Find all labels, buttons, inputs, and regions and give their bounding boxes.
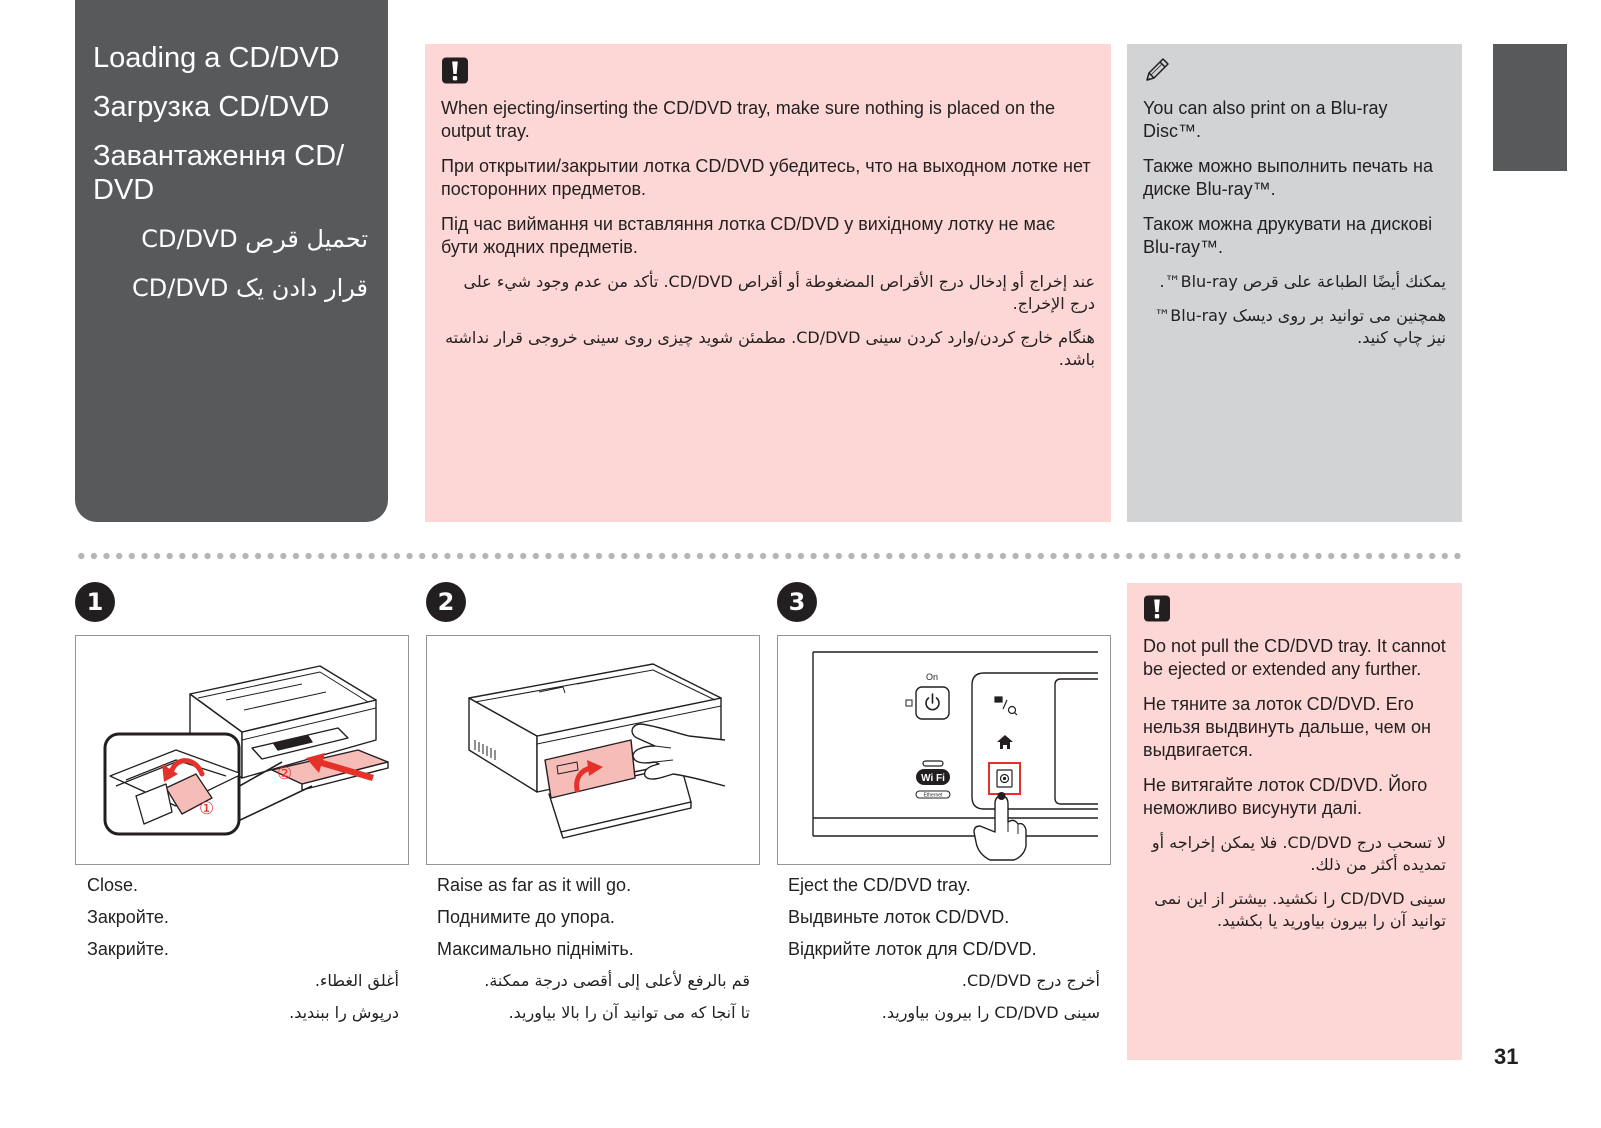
step3-caption-ar: أخرج درج CD/DVD. [961, 971, 1100, 990]
step-number-3: 3 [777, 582, 817, 622]
section-tab [1493, 44, 1567, 171]
step2-caption-uk: Максимально підніміть. [437, 939, 634, 959]
step1-caption-ru: Закройте. [87, 907, 169, 927]
caution-text-ar: عند إخراج أو إدخال درج الأقراص المضغوطة أو أقراص CD/DVD. تأكد من عدم وجود شيء على درج الإخراج. [463, 272, 1095, 313]
press-point [998, 792, 1006, 800]
side-caution-text-en: Do not pull the CD/DVD tray. It cannot be ejected or extended any further. [1143, 636, 1446, 679]
caution-text-ru: При открытии/закрытии лотка CD/DVD убедитесь, что на выходном лотке нет посторонних предметов. [441, 156, 1091, 199]
step3-captions [788, 869, 1100, 1029]
button-area [972, 673, 1098, 809]
side-caution-text-ar: لا تسحب درج CD/DVD. فلا يمكن إخراجه أو تمديده أكثر من ذلك. [1151, 833, 1446, 874]
section-title-en: Loading a CD/DVD [93, 42, 340, 74]
dotted-divider [75, 552, 1465, 560]
note-box [1127, 44, 1462, 522]
note-text-ar: يمكنك أيضًا الطباعة على قرص Blu-ray™. [1159, 272, 1446, 291]
cd-dvd-icon [997, 770, 1012, 787]
step1-illustration-frame [75, 635, 409, 865]
step1-caption-ar: أغلق الغطاء. [314, 971, 399, 990]
caution-icon [1143, 595, 1171, 622]
lcd-screen [1055, 679, 1098, 804]
note-text-ru: Также можно выполнить печать на диске Blu-ray™. [1143, 156, 1434, 199]
caution-icon [441, 57, 469, 84]
section-title-ru: Загрузка CD/DVD [93, 91, 330, 123]
ethernet-badge [916, 791, 950, 799]
side-caution-text-uk: Не витягайте лоток CD/DVD. Його неможливо висунути далі. [1143, 775, 1428, 818]
home-icon [997, 735, 1013, 749]
step2-illustration-frame [426, 635, 760, 865]
caution-box-side [1127, 583, 1462, 1060]
wifi-logo-text: Wi Fi [921, 773, 945, 784]
step1-caption-fa: درپوش را ببندید. [289, 1003, 399, 1022]
power-led [906, 700, 912, 706]
note-text-uk: Також можна друкувати на дискові Blu-ray™. [1143, 214, 1433, 257]
side-caution-text-ru: Не тяните за лоток CD/DVD. Его нельзя выдвинуть дальше, чем он выдвигается. [1143, 694, 1431, 760]
step2-caption-ar: قم بالرفع لأعلى إلى أقصى درجة ممكنة. [484, 971, 750, 990]
step-number-1: 1 [75, 582, 115, 622]
page-number: 31 [1494, 1044, 1519, 1069]
caution-text-fa: هنگام خارج کردن/وارد کردن سینی CD/DVD. مطمئن شوید چیزی روی سینی خروجی قرار نداشته باشد. [445, 328, 1095, 369]
caution-text-en: When ejecting/inserting the CD/DVD tray, make sure nothing is placed on the output tray. [441, 98, 1055, 141]
section-title-fa: قرار دادن یک CD/DVD [132, 274, 368, 302]
step3-illustration-frame [777, 635, 1111, 865]
step1-caption-uk: Закрийте. [87, 939, 169, 959]
step2-illustration [427, 636, 759, 864]
wifi-led [923, 761, 943, 766]
step-number-2: 2 [426, 582, 466, 622]
tray-closeup-inset [105, 734, 242, 834]
ethernet-label: Ethernet [923, 792, 943, 799]
step2-caption-ru: Поднимите до упора. [437, 907, 615, 927]
pencil-icon [1143, 57, 1171, 84]
step1-captions [87, 869, 399, 1029]
section-title-panel [75, 0, 388, 522]
section-title-uk: Завантаження CD/ DVD [93, 140, 345, 206]
side-caution-text-fa: سینی CD/DVD را نکشید. بیشتر از این نمی توانید آن را بیرون بیاورید یا بکشید. [1154, 889, 1446, 930]
step3-caption-ru: Выдвиньте лоток CD/DVD. [788, 907, 1010, 927]
step3-caption-fa: سینی CD/DVD را بیرون بیاورید. [881, 1003, 1100, 1022]
step3-illustration [778, 636, 1110, 864]
power-label: On [925, 672, 939, 682]
step3-caption-uk: Відкрийте лоток для CD/DVD. [788, 939, 1037, 959]
caution-box-top [425, 44, 1111, 522]
callout-2: ② [277, 764, 293, 784]
photo-enlarge-icon [995, 697, 1017, 715]
step2-caption-fa: تا آنجا که می توانید آن را بالا بیاورید. [508, 1003, 750, 1022]
step1-illustration [76, 636, 408, 864]
callout-1: ① [199, 799, 215, 819]
caution-text-uk: Під час виймання чи вставляння лотка CD/DVD у вихідному лотку не має бути жодних предметів. [441, 214, 1056, 257]
step2-captions [437, 869, 750, 1029]
step3-caption-en: Eject the CD/DVD tray. [788, 875, 971, 895]
power-button [916, 687, 949, 719]
wifi-logo [916, 769, 950, 785]
note-text-en: You can also print on a Blu-ray Disc™. [1143, 98, 1388, 141]
note-text-fa: همچنین می توانید بر روی دیسک Blu-ray™ نیز چاپ کنید. [1154, 306, 1446, 347]
section-title-ar: تحميل قرص CD/DVD [141, 225, 368, 253]
step1-caption-en: Close. [87, 875, 139, 895]
step2-caption-en: Raise as far as it will go. [437, 875, 632, 895]
